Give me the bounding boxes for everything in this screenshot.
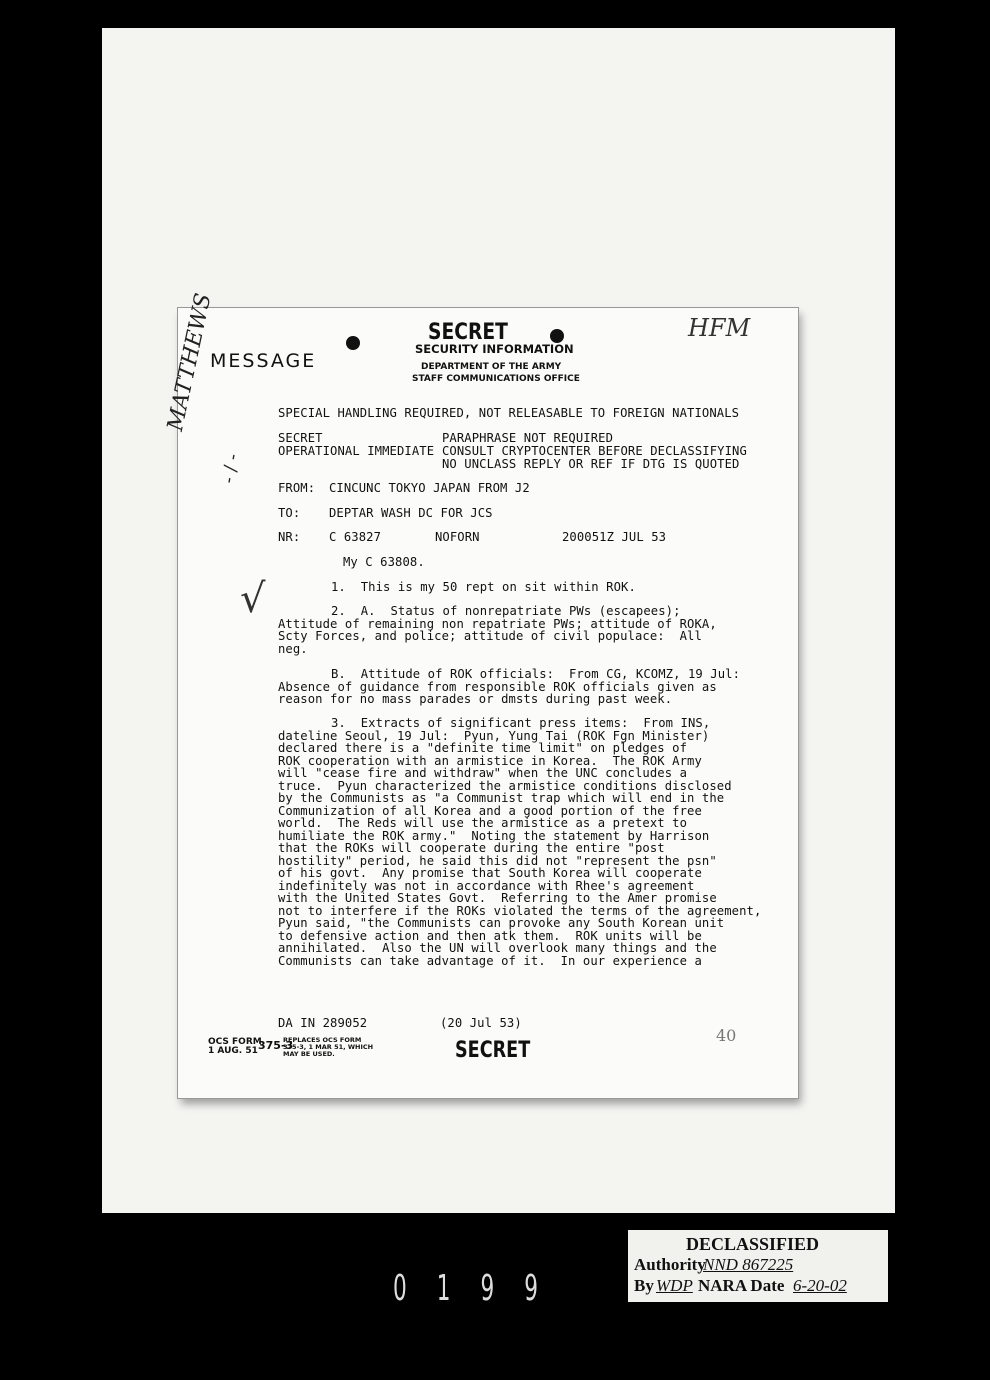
body-line: ROK cooperation with an armistice in Korea. The ROK Army <box>278 754 702 768</box>
film-frame-number: 0199 <box>393 1268 568 1309</box>
body-line: Absence of guidance from responsible ROK officials given as <box>278 680 717 694</box>
form-number: 375-3 <box>258 1039 294 1052</box>
body-line: Communists can take advantage of it. In our experience a <box>278 954 702 968</box>
classification-left-1: SECRET <box>278 431 323 445</box>
body-line: 3. Extracts of significant press items: From INS, <box>331 716 711 730</box>
body-line: of his govt. Any promise that South Korea will cooperate <box>278 866 702 880</box>
body-line: to defensive action and then atk them. ROK units will be <box>278 929 702 943</box>
body-line: declared there is a "definite time limit" on pledges of <box>278 741 688 755</box>
body-line: dateline Seoul, 19 Jul: Pyun, Yung Tai (ROK Fgn Minister) <box>278 729 710 743</box>
body-line: by the Communists as "a Communist trap which will end in the <box>278 791 725 805</box>
body-line: 1. This is my 50 rept on sit within ROK. <box>331 580 636 594</box>
body-line: 2. A. Status of nonrepatriate PWs (escapees); <box>331 604 681 618</box>
stamp-title: DECLASSIFIED <box>686 1234 820 1254</box>
body-line: neg. <box>278 642 308 656</box>
body-line: with the United States Govt. Referring to the Amer promise <box>278 891 717 905</box>
body-line: reason for no mass parades or dmsts during past week. <box>278 692 673 706</box>
body-line: Attitude of remaining non repatriate PWs; attitude of ROKA, <box>278 617 717 631</box>
dtg: 200051Z JUL 53 <box>562 530 667 544</box>
classification-top: SECRET <box>428 320 508 345</box>
classification-right-1: PARAPHRASE NOT REQUIRED <box>442 431 614 445</box>
body-line: Scty Forces, and police; attitude of civil populace: All <box>278 629 702 643</box>
noforn: NOFORN <box>435 530 480 544</box>
body-line: hostility" period, he said this did not "represent the psn" <box>278 854 717 868</box>
reference: My C 63808. <box>343 555 425 569</box>
body-line: will "cease fire and withdraw" when the UNC concludes a <box>278 766 688 780</box>
body-line: not to interfere if the ROKs violated the terms of the agreement, <box>278 904 762 918</box>
punch-hole <box>550 329 564 343</box>
body-line: indefinitely was not in accordance with Rhee's agreement <box>278 879 695 893</box>
stamp-authority-label: Authority <box>634 1255 706 1274</box>
punch-hole <box>346 336 360 350</box>
classification-left-2: OPERATIONAL IMMEDIATE <box>278 444 435 458</box>
to-label: TO: <box>278 506 301 520</box>
body-line: Communization of all Korea and a good portion of the free <box>278 804 702 818</box>
body-line: humiliate the ROK army." Noting the statement by Harrison <box>278 829 710 843</box>
body-line: world. The Reds will use the armistice as a pretext to <box>278 816 688 830</box>
stamp-by-value: WDP <box>656 1276 693 1295</box>
form-replaces-note: REPLACES OCS FORM 375-3, 1 MAR 51, WHICH MAY BE USED. <box>283 1036 374 1058</box>
declassified-stamp <box>628 1230 888 1302</box>
classification-bottom: SECRET <box>455 1038 531 1063</box>
message-label: MESSAGE <box>210 350 317 372</box>
receipt-date: (20 Jul 53) <box>440 1016 522 1030</box>
stamp-nara-label: NARA Date <box>698 1276 785 1295</box>
handling-instructions: SPECIAL HANDLING REQUIRED, NOT RELEASABLE TO FOREIGN NATIONALS <box>278 406 740 420</box>
classification-right-3: NO UNCLASS REPLY OR REF IF DTG IS QUOTED <box>442 457 740 471</box>
stamp-authority-value: NND 867225 <box>703 1255 794 1274</box>
body-line: Pyun said, "the Communists can provoke any South Korean unit <box>278 916 725 930</box>
nr-label: NR: <box>278 530 301 544</box>
stamp-nara-value: 6-20-02 <box>793 1276 847 1295</box>
security-information: SECURITY INFORMATION <box>415 342 574 356</box>
body-line: that the ROKs will cooperate during the entire "post <box>278 841 665 855</box>
handwritten-margin-mark: - / - <box>217 452 244 485</box>
da-in-number: DA IN 289052 <box>278 1016 368 1030</box>
page-number: 40 <box>716 1026 737 1045</box>
body-line: truce. Pyun characterized the armistice conditions disclosed <box>278 779 732 793</box>
handwritten-initials: HFM <box>688 314 751 342</box>
check-mark: √ <box>240 576 266 622</box>
from-value: CINCUNC TOKYO JAPAN FROM J2 <box>329 481 530 495</box>
department: DEPARTMENT OF THE ARMY <box>421 362 562 372</box>
to-value: DEPTAR WASH DC FOR JCS <box>329 506 493 520</box>
classification-right-2: CONSULT CRYPTOCENTER BEFORE DECLASSIFYING <box>442 444 747 458</box>
office: STAFF COMMUNICATIONS OFFICE <box>412 374 580 384</box>
stamp-by-label: By <box>634 1276 654 1295</box>
form-id: OCS FORM 1 AUG. 51 <box>208 1037 262 1056</box>
body-line: annihilated. Also the UN will overlook many things and the <box>278 941 717 955</box>
body-line: B. Attitude of ROK officials: From CG, KCOMZ, 19 Jul: <box>331 667 741 681</box>
message-form <box>163 291 798 1098</box>
handwritten-margin-note: MATTHEWS <box>163 291 217 434</box>
from-label: FROM: <box>278 481 316 495</box>
nr-value: C 63827 <box>329 530 382 544</box>
